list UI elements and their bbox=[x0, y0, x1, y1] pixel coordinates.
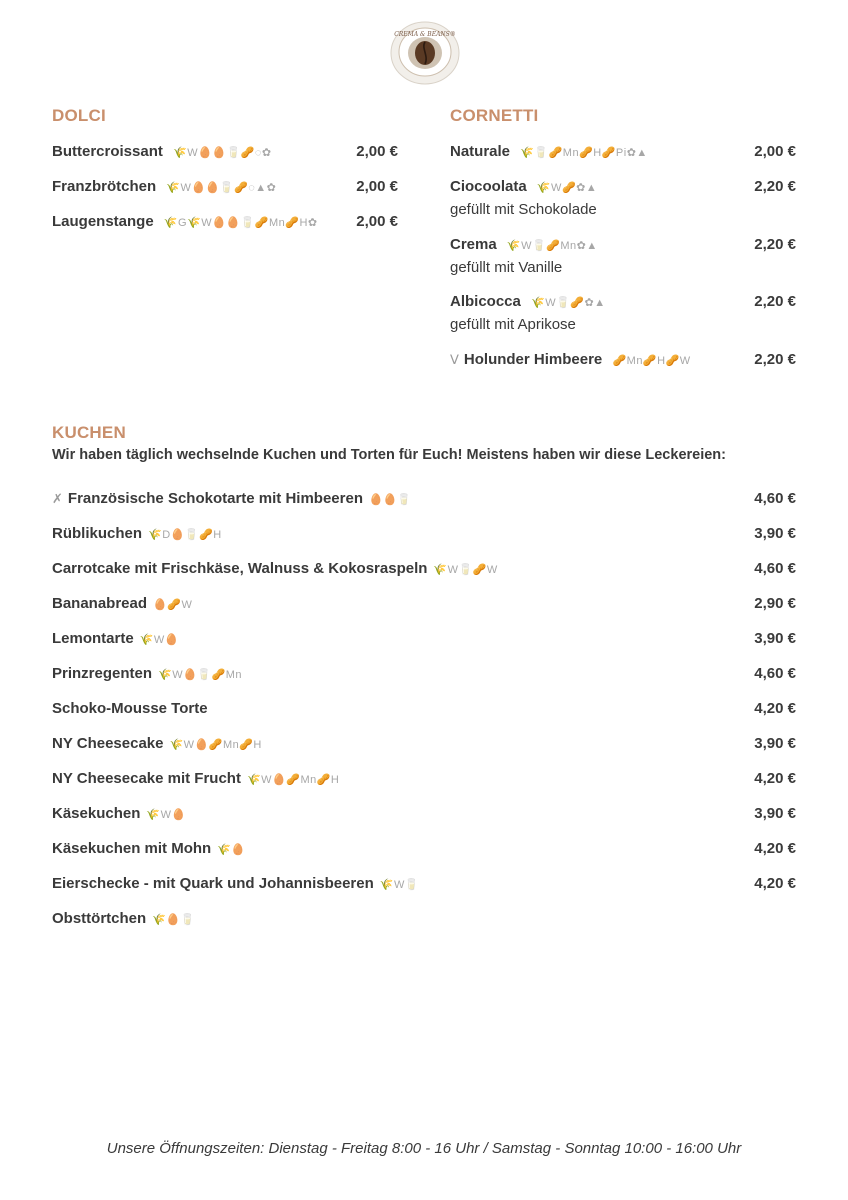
menu-item bbox=[52, 490, 796, 512]
item-name: Carrotcake mit Frischkäse, Walnuss & Kokosraspeln bbox=[52, 560, 428, 577]
allergen-icons: 🌾W🥚🥚🥛🥜◌✿ bbox=[173, 146, 272, 159]
allergen-icons: 🌾🥚 bbox=[217, 843, 246, 856]
item-name: NY Cheesecake mit Frucht bbox=[52, 770, 241, 787]
item-name: Rüblikuchen bbox=[52, 525, 143, 542]
allergen-icons: 🌾W🥜✿▲ bbox=[536, 181, 598, 194]
menu-item bbox=[52, 700, 796, 722]
allergen-icons: 🌾W🥛🥜Mn✿▲ bbox=[506, 239, 598, 252]
cornetti-title: CORNETTI bbox=[450, 106, 539, 125]
vegan-leaf-icon: ᐯ bbox=[450, 352, 459, 367]
menu-item bbox=[450, 178, 796, 200]
allergen-icons: 🌾D🥚🥛🥜H bbox=[148, 528, 222, 541]
allergen-icons: 🌾🥚🥛 bbox=[152, 913, 195, 926]
item-name: Obsttörtchen bbox=[52, 910, 147, 927]
item-name: Französische Schokotarte mit Himbeeren bbox=[67, 490, 363, 507]
item-price: 3,90 € bbox=[754, 525, 796, 542]
item-name: Albicocca bbox=[450, 293, 521, 310]
menu-item bbox=[52, 595, 796, 617]
svg-text:CREMA & BEANS®: CREMA & BEANS® bbox=[394, 31, 456, 38]
item-price: 4,20 € bbox=[754, 840, 796, 857]
allergen-icons: 🌾W🥚 bbox=[146, 808, 186, 821]
opening-hours: Unsere Öffnungszeiten: Dienstag - Freitag 8:00 - 16 Uhr / Samstag - Sonntag 10:00 - 16:00 Uhr bbox=[106, 1140, 742, 1157]
item-price: 2,20 € bbox=[754, 351, 796, 368]
allergen-icons: 🥜Mn🥜H🥜W bbox=[612, 354, 691, 367]
menu-item bbox=[52, 665, 796, 687]
item-price: 3,90 € bbox=[754, 735, 796, 752]
item-price: 3,90 € bbox=[754, 630, 796, 647]
item-name: Crema bbox=[450, 236, 497, 253]
menu-item bbox=[52, 910, 796, 932]
menu-item bbox=[52, 525, 796, 547]
menu-item bbox=[52, 560, 796, 582]
menu-item bbox=[450, 236, 796, 258]
item-price: 4,60 € bbox=[754, 560, 796, 577]
item-name: Holunder Himbeere bbox=[463, 351, 603, 368]
item-name: Käsekuchen bbox=[52, 805, 141, 822]
menu-item bbox=[52, 178, 398, 200]
allergen-icons: 🥚🥜W bbox=[153, 598, 193, 611]
menu-item bbox=[52, 630, 796, 652]
cafe-logo bbox=[388, 18, 462, 86]
item-price: 2,00 € bbox=[356, 178, 398, 195]
item-description: gefüllt mit Vanille bbox=[450, 259, 563, 276]
menu-item bbox=[52, 840, 796, 862]
kuchen-intro: Wir haben täglich wechselnde Kuchen und Torten für Euch! Meistens haben wir diese Leckereien: bbox=[52, 447, 726, 463]
dolci-title: DOLCI bbox=[52, 106, 106, 125]
item-price: 4,60 € bbox=[754, 490, 796, 507]
item-price: 2,20 € bbox=[754, 293, 796, 310]
menu-item bbox=[450, 351, 796, 373]
menu-item bbox=[52, 875, 796, 897]
item-price: 4,20 € bbox=[754, 770, 796, 787]
menu-item bbox=[52, 770, 796, 792]
item-price: 4,60 € bbox=[754, 665, 796, 682]
menu-item bbox=[52, 143, 398, 165]
kuchen-title: KUCHEN bbox=[52, 423, 126, 442]
chili-icon: ✗ bbox=[52, 491, 63, 506]
item-name: Prinzregenten bbox=[52, 665, 153, 682]
item-name: NY Cheesecake bbox=[52, 735, 164, 752]
allergen-icons: 🌾W🥛 bbox=[379, 878, 420, 891]
item-name: Buttercroissant bbox=[52, 143, 163, 160]
item-price: 2,20 € bbox=[754, 236, 796, 253]
item-price: 2,20 € bbox=[754, 178, 796, 195]
menu-item bbox=[52, 805, 796, 827]
item-name: Eierschecke - mit Quark und Johannisbeeren bbox=[52, 875, 374, 892]
item-name: Lemontarte bbox=[52, 630, 134, 647]
allergen-icons: 🌾W🥛🥜W bbox=[433, 563, 498, 576]
allergen-icons: 🌾W🥚🥜Mn🥜H bbox=[169, 738, 262, 751]
item-price: 2,00 € bbox=[754, 143, 796, 160]
item-name: Ciocoolata bbox=[450, 178, 527, 195]
item-name: Schoko-Mousse Torte bbox=[52, 700, 208, 717]
menu-item bbox=[52, 213, 398, 235]
item-price: 2,90 € bbox=[754, 595, 796, 612]
item-price: 2,00 € bbox=[356, 213, 398, 230]
menu-item bbox=[450, 143, 796, 165]
allergen-icons: 🌾W🥚🥚🥛🥜◌▲✿ bbox=[166, 181, 277, 194]
item-price: 3,90 € bbox=[754, 805, 796, 822]
item-price: 2,00 € bbox=[356, 143, 398, 160]
item-name: Franzbrötchen bbox=[52, 178, 157, 195]
menu-item bbox=[450, 293, 796, 315]
menu-item bbox=[52, 735, 796, 757]
allergen-icons: 🥚🥚🥛 bbox=[369, 493, 412, 506]
allergen-icons: 🌾W🥛🥜✿▲ bbox=[531, 296, 606, 309]
allergen-icons: 🌾🥛🥜Mn🥜H🥜Pi✿▲ bbox=[520, 146, 648, 159]
item-name: Bananabread bbox=[52, 595, 148, 612]
item-name: Käsekuchen mit Mohn bbox=[52, 840, 212, 857]
allergen-icons: 🌾W🥚 bbox=[139, 633, 179, 646]
allergen-icons: 🌾W🥚🥜Mn🥜H bbox=[246, 773, 340, 786]
allergen-icons: 🌾W🥚🥛🥜Mn bbox=[158, 668, 242, 681]
allergen-icons: 🌾G🌾W🥚🥚🥛🥜Mn🥜H✿ bbox=[163, 216, 318, 229]
item-price: 4,20 € bbox=[754, 700, 796, 717]
item-description: gefüllt mit Aprikose bbox=[450, 316, 576, 333]
item-name: Naturale bbox=[450, 143, 511, 160]
item-price: 4,20 € bbox=[754, 875, 796, 892]
item-description: gefüllt mit Schokolade bbox=[450, 201, 597, 218]
item-name: Laugenstange bbox=[52, 213, 154, 230]
